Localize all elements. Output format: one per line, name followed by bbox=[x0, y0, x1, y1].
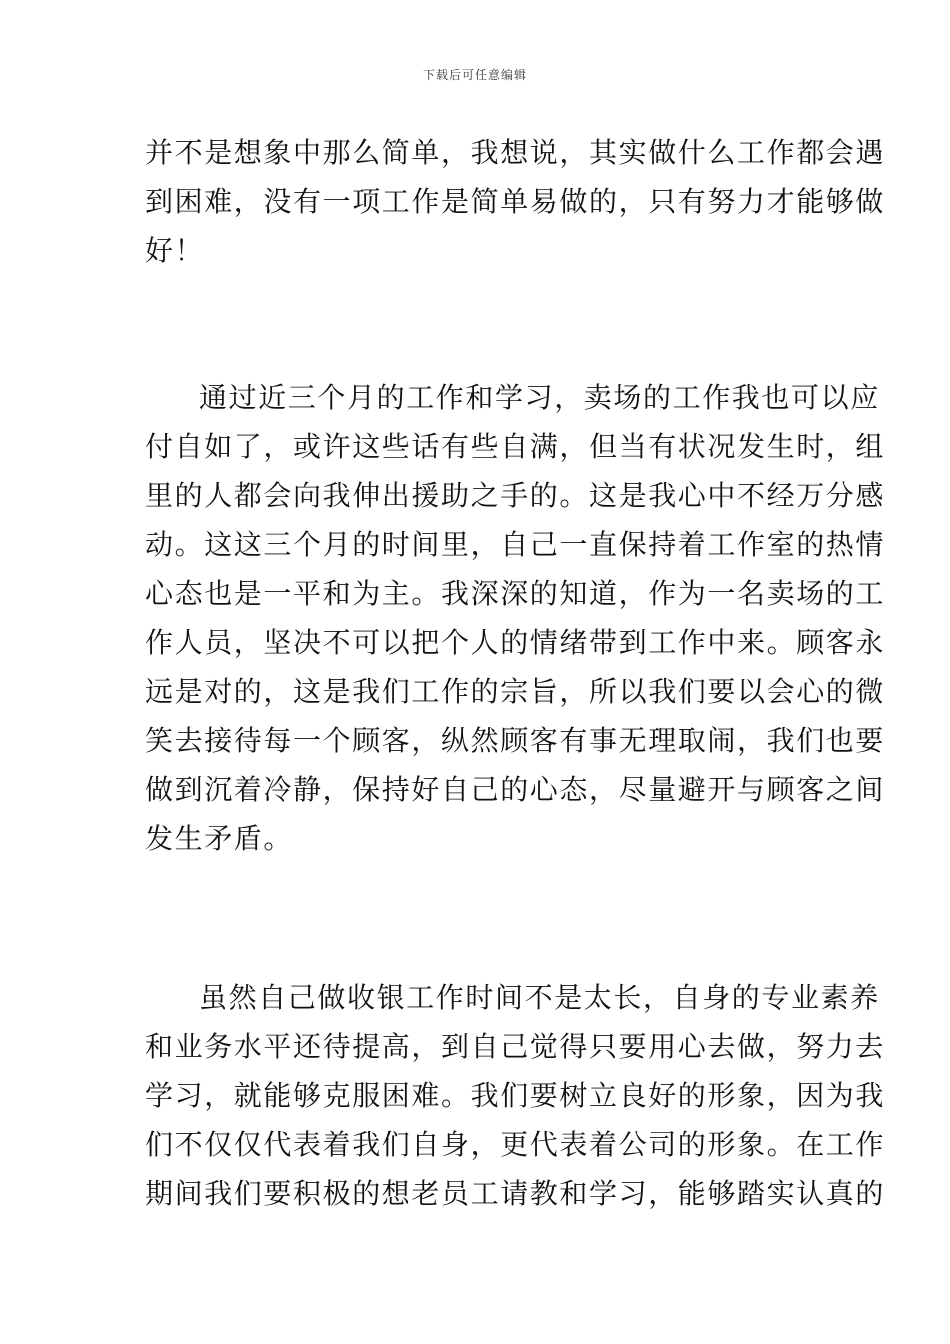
text-line: 和业务水平还待提高，到自己觉得只要用心去做，努力去 bbox=[145, 1030, 886, 1063]
text-line: 学习，就能够克服困难。我们要树立良好的形象，因为我 bbox=[145, 1079, 886, 1112]
paragraph-3 bbox=[145, 973, 886, 1218]
text-line: 并不是想象中那么简单，我想说，其实做什么工作都会遇 bbox=[145, 136, 886, 169]
text-line: 远是对的，这是我们工作的宗旨，所以我们要以会心的微 bbox=[145, 675, 886, 708]
text-line: 里的人都会向我伸出援助之手的。这是我心中不经万分感 bbox=[145, 479, 886, 512]
text-line: 通过近三个月的工作和学习，卖场的工作我也可以应 bbox=[199, 381, 880, 414]
text-line: 心态也是一平和为主。我深深的知道，作为一名卖场的工 bbox=[145, 577, 886, 610]
text-line: 作人员，坚决不可以把个人的情绪带到工作中来。顾客永 bbox=[145, 626, 886, 659]
text-line: 到困难，没有一项工作是简单易做的，只有努力才能够做 bbox=[145, 185, 886, 218]
text-line: 动。这这三个月的时间里，自己一直保持着工作室的热情 bbox=[145, 528, 886, 561]
paragraph-1 bbox=[145, 128, 886, 275]
text-line: 笑去接待每一个顾客，纵然顾客有事无理取闹，我们也要 bbox=[145, 724, 886, 757]
text-line: 好！ bbox=[145, 234, 205, 267]
text-line: 期间我们要积极的想老员工请教和学习，能够踏实认真的 bbox=[145, 1177, 886, 1210]
header-note: 下载后可任意编辑 bbox=[422, 68, 527, 82]
paragraph-2 bbox=[145, 373, 886, 863]
text-line: 付自如了，或许这些话有些自满，但当有状况发生时，组 bbox=[145, 430, 886, 463]
text-line: 们不仅仅代表着我们自身，更代表着公司的形象。在工作 bbox=[145, 1128, 886, 1161]
text-line: 虽然自己做收银工作时间不是太长，自身的专业素养 bbox=[199, 981, 880, 1014]
text-line: 做到沉着冷静，保持好自己的心态，尽量避开与顾客之间 bbox=[145, 773, 886, 806]
text-line: 发生矛盾。 bbox=[145, 822, 294, 855]
